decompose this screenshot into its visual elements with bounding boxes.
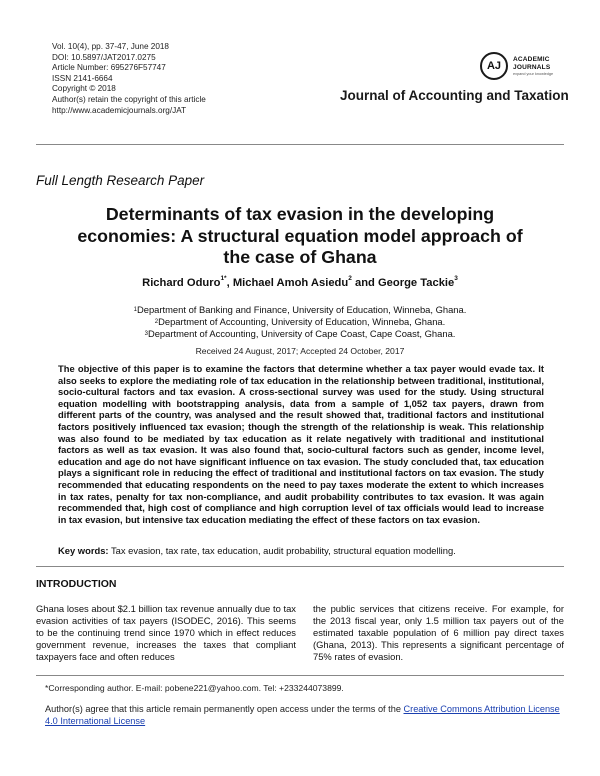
affiliation: $^3$Department of Accounting, University of Cape Coast, Cape Coast, Ghana. [144, 328, 456, 339]
author-name: Michael Amoh Asiedu [232, 277, 349, 289]
intro-column-right: the public services that citizens receive. For example, for the 2013 fiscal year, only 1.5 million tax payers out of the estimated taxable population of 6 million pay direct taxes (Ghana, 2013). This represents a significant percentage of 75% rates of evasion. [313, 603, 564, 662]
author-list: Richard Oduro$^{1*}$, Michael Amoh Asiedu$^2$ and George Tackie$^3$ [142, 275, 458, 289]
footnote-divider [36, 675, 564, 676]
meta-rights: Author(s) retain the copyright of this article [52, 94, 206, 104]
author-sup: 1* [220, 275, 227, 282]
affiliations [80, 304, 520, 340]
keywords-divider [36, 566, 564, 567]
meta-copyright: Copyright © 2018 [52, 84, 116, 94]
author-name: George Tackie [377, 277, 455, 289]
article-metadata [52, 42, 206, 116]
keywords [58, 545, 544, 556]
keywords-label: Key words: [58, 545, 109, 556]
academic-journals-logo [480, 52, 586, 82]
logo-tagline: expand your knowledge [513, 72, 554, 76]
meta-volume: Vol. 10(4), pp. 37-47, June 2018 [52, 42, 169, 51]
logo-icon: AJ [480, 52, 508, 80]
journal-name: Journal of Accounting and Taxation [340, 88, 569, 103]
paper-title: Determinants of tax evasion in the developing economies: A structural equation model approach of the case of Ghana [77, 204, 523, 267]
license-statement: Author(s) agree that this article remain permanently open access under the terms of the Creative Commons Attribution License 4.0 International License [45, 704, 560, 726]
license-link[interactable]: Creative Commons Attribution License 4.0 International License [45, 704, 560, 726]
meta-url: http://www.academicjournals.org/JAT [52, 105, 187, 115]
affiliation: $^2$Department of Accounting, University of Education, Winneba, Ghana. [154, 316, 446, 327]
author-sup: 2 [348, 275, 352, 282]
received-dates: Received 24 August, 2017; Accepted 24 October, 2017 [195, 346, 405, 356]
intro-column-left: Ghana loses about $2.1 billion tax revenue annually due to tax evasion activities of tax payers (ISODEC, 2016). This seems to be the continuing trend since 1970 which in effect reduces government revenue, increases the taxes that compliant taxpayers face and often reduces [36, 603, 296, 662]
author-name: Richard Oduro [142, 277, 221, 289]
section-heading: INTRODUCTION [36, 578, 117, 590]
logo-wordmark: ACADEMIC JOURNALS [513, 56, 551, 71]
affiliation: $^1$Department of Banking and Finance, University of Education, Winneba, Ghana. [133, 304, 467, 315]
meta-doi: DOI: 10.5897/JAT2017.0275 [52, 52, 156, 62]
keywords-text: Tax evasion, tax rate, tax education, audit probability, structural equation modelling. [110, 545, 456, 556]
paper-type: Full Length Research Paper [36, 173, 205, 188]
meta-issn: ISSN 2141-6664 [52, 73, 113, 83]
abstract: The objective of this paper is to examine the factors that determine whether a tax payer would evade tax. It also seeks to explore the mediating role of tax education in the relationship between traditional, institutional, socio-cultural factors and tax evasion. A cross-sectional survey was used for the study. Using structural equation modelling with bootstrapping analysis, data from a sample of 1,052 tax payers, drawn from different parts of the country, was analysed and the result showed that, traditional factors and institutional factors positively influenced tax evasion; though the strength of the relationship is weak. This relationship was also found to be mediated by tax education as it relate negatively with traditional and institutional factors as well as tax evasion. It was also found that, socio-cultural factors such as gender, income level, education and age do not have significant influence on tax evasion. The study concluded that, tax education plays a significant role in reducing the effect of traditional and institutional factors on tax evasion. The study recommended that educating respondents on the need to pay taxes moderate the extent to which increases in tax rates, penalty for tax non-compliance, and audit probability contributes to tax evasion. It was again recommended that, high cost of compliance and high corruption level of tax officials would lead to increase in tax evasion, but intensive tax education mediating the effect of these factors on tax evasion. [58, 363, 544, 525]
author-sup: 3 [454, 275, 458, 282]
header-divider [36, 144, 564, 145]
meta-article-number: Article Number: 695276F57747 [52, 63, 166, 73]
corresponding-author: *Corresponding author. E-mail: pobene221@yahoo.com. Tel: +233244073899. [45, 683, 344, 693]
